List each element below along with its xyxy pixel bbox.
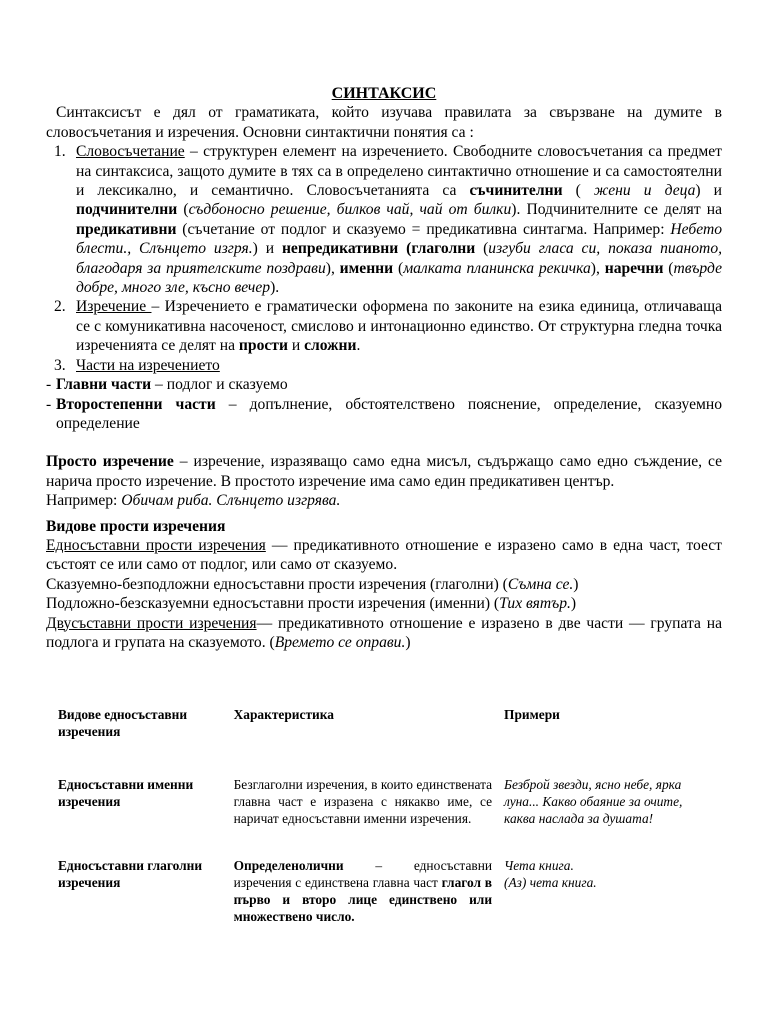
term-sentence: Изречение (76, 298, 152, 316)
text-segment: ). Подчинителните се делят на (511, 201, 723, 219)
bold-term: предикативни (76, 220, 177, 238)
text-segment: . (356, 337, 361, 355)
description-text: – едносъставни изречения с единствена главна част (233, 858, 493, 890)
bold-term: наречни (604, 259, 664, 277)
example-text: Безброй звезди, ясно небе, ярка луна... Какво обаяние за очите, каква наслада за душата! (504, 777, 683, 826)
example-text: Времето се оправи. (274, 633, 406, 651)
bold-term: Второстепенни части (56, 395, 216, 413)
sentence-types-table (52, 704, 712, 955)
column-header: Примери (504, 707, 560, 722)
text-segment: ( (562, 182, 594, 200)
example-text: изгуби гласа си, показа пианото, благодаря за приятелските поздрави (76, 240, 723, 277)
example-text: Тих вятър. (499, 595, 571, 613)
intro-paragraph (46, 103, 722, 142)
column-header: Характеристика (233, 707, 334, 722)
text-segment: – изречение, изразяващо само една мисъл, съдържащо само едно съждение, се нарича просто изречение. В простото изречение има само един предикативен център. (46, 453, 722, 490)
text-segment: ) и (695, 182, 723, 200)
text-segment: ) (573, 575, 579, 593)
term-bi: Двусъставни прости изречения (46, 614, 257, 632)
list-item-sentence (46, 297, 722, 355)
text-segment: ) и (252, 240, 282, 258)
text-segment: (съчетание от подлог и сказуемо = предикативна синтагма. Например: (176, 220, 671, 238)
simple-sentence-paragraph (46, 452, 722, 491)
example-text: съдбоносно решение, билков чай, чай от билки (188, 201, 512, 219)
table-row (52, 857, 712, 955)
text-segment: – допълнение, обстоятелствено пояснение, определение, сказуемно определение (56, 395, 722, 432)
term-mono: Едносъставни прости изречения (46, 536, 266, 554)
bold-term: непредикативни (глаголни (281, 240, 476, 258)
bi-paragraph (46, 614, 722, 653)
list-number: 2. (54, 298, 66, 316)
concepts-list (46, 142, 722, 375)
text-segment: ). (270, 279, 280, 297)
text-segment: ) (405, 633, 411, 651)
text-segment: Сказуемно-безподложни едносъставни прости изречения (глаголни) ( (46, 575, 508, 593)
text-segment: ), (325, 259, 340, 277)
nominal-paragraph (46, 594, 722, 613)
text-segment: ), (590, 259, 605, 277)
example-text: Съмна се. (507, 575, 574, 593)
spacer (46, 433, 722, 452)
bold-term: Просто изречение (46, 453, 174, 471)
example-label: Например: (46, 492, 122, 510)
dash-marker: - (46, 376, 52, 394)
list-number: 1. (54, 143, 66, 161)
table-cell-description (228, 776, 498, 857)
description-text: Безглаголни изречения, в които единствената главна част е изразена с някакво име, се наричат едносъставни именни изречения. (233, 777, 493, 826)
table-cell-examples (498, 857, 712, 955)
list-item-phrase (46, 142, 722, 297)
bold-term: Определенолични (233, 858, 344, 873)
document-page (46, 84, 722, 652)
secondary-parts-item (46, 395, 722, 434)
table-row (52, 776, 712, 857)
table-cell-type: Едносъставни глаголни изречения (58, 858, 203, 890)
bold-term: сложни (304, 337, 357, 355)
text-segment: и (287, 337, 305, 355)
bold-term: прости (238, 337, 288, 355)
text-segment: — предикативното отношение е изразено само в една част, тоест състоят се или само от подлог, или само от сказуемо. (46, 536, 722, 574)
table-cell-type: Едносъставни именни изречения (58, 777, 194, 809)
example-text: твърде добре, много зле, късно вечер (76, 259, 723, 297)
text-segment: – подлог и сказуемо (151, 376, 288, 394)
bold-term: Главни части (56, 376, 152, 394)
bold-term: именни (339, 259, 394, 277)
bold-term: подчинителни (76, 201, 178, 219)
list-item-parts (46, 356, 722, 375)
term-phrase: Словосъчетание (76, 143, 185, 161)
example-text: Небето блести., Слънцето изгря. (76, 220, 722, 258)
column-header: Видове едносъставни изречения (58, 707, 188, 739)
bold-term: съчинителни (469, 182, 563, 200)
example-text: жени и деца (593, 182, 696, 200)
text-segment: – Изречението е граматически оформена по законите на езика единица, отличаваща се с комуникативна насоченост, смислово и интонационно единство. От структурна гледна точка изреченията се делят на (76, 298, 723, 355)
table-header-row (52, 704, 712, 776)
text-segment: ( (475, 240, 489, 258)
example-text: малката планинска рекичка (403, 259, 591, 277)
table-cell-description (228, 857, 498, 955)
text-segment: — предикативното отношение е изразено в две части — групата на подлога и групата на сказуемото. ( (46, 614, 722, 651)
term-parts: Части на изречението (76, 356, 220, 374)
mono-paragraph (46, 536, 722, 575)
verbal-paragraph (46, 575, 722, 594)
dash-marker: - (46, 395, 52, 413)
text-segment: ( (393, 259, 404, 277)
section-heading: Видове прости изречения (46, 517, 226, 535)
text-segment: Подложно-безсказуемни едносъставни прости изречения (именни) ( (46, 595, 500, 613)
bold-term: глагол в първо и второ лице единствено или множествено число. (233, 875, 493, 924)
simple-example (46, 491, 722, 510)
list-number: 3. (54, 356, 66, 374)
page-title: СИНТАКСИС (331, 85, 437, 102)
example-text: Обичам риба. Слънцето изгрява. (121, 492, 341, 510)
example-text: (Аз) чета книга. (504, 875, 597, 890)
text-segment: – структурен елемент на изречението. Свободните словосъчетания са предмет на синтаксиса, защото думите в тях са в определено синтактично отношение и са самостоятелни и лексикално, и семантично. Словосъчетанията са (76, 143, 722, 200)
text-segment: ( (663, 259, 674, 277)
main-parts-item (46, 375, 722, 394)
intro-text: Синтаксисът е дял от граматиката, който изучава правилата за свързване на думите в словосъчетания и изречения. Основни синтактични понятия са : (46, 104, 722, 141)
text-segment: ( (177, 201, 189, 219)
example-text: Чета книга. (504, 858, 574, 873)
table-cell-examples (498, 776, 712, 857)
text-segment: ) (570, 595, 577, 613)
